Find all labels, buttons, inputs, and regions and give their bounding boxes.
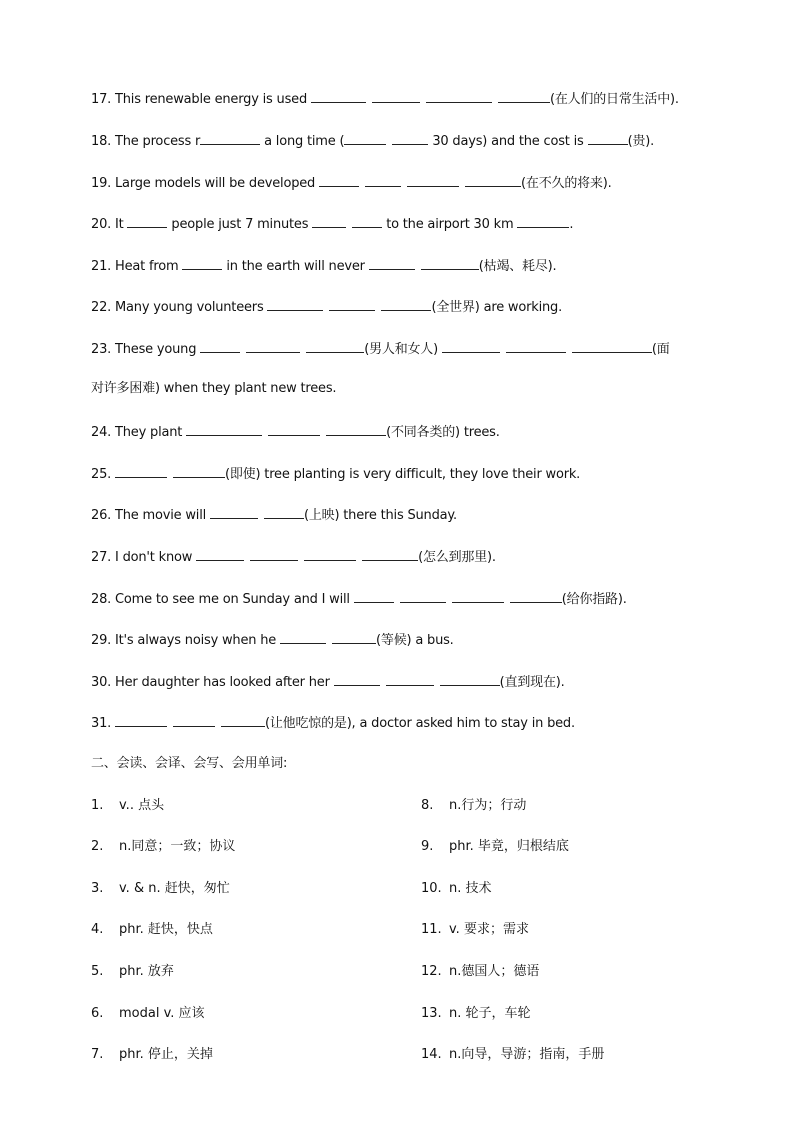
answer-blank[interactable] (268, 422, 320, 436)
question-26: 26. The movie will (上映) there this Sunday. (91, 505, 457, 525)
vocab-item: 11. v. 要求；需求 (421, 922, 529, 937)
answer-blank[interactable] (352, 214, 382, 228)
answer-blank[interactable] (465, 173, 521, 187)
vocab-item: 12. n.德国人；德语 (421, 964, 540, 979)
answer-blank[interactable] (442, 339, 500, 353)
answer-blank[interactable] (369, 256, 415, 270)
answer-blank[interactable] (400, 589, 446, 603)
answer-blank[interactable] (312, 214, 346, 228)
question-23-continued: 对许多困难) when they plant new trees. (91, 381, 337, 396)
answer-blank[interactable] (186, 422, 262, 436)
answer-blank[interactable] (392, 131, 428, 145)
answer-blank[interactable] (304, 547, 356, 561)
answer-blank[interactable] (267, 297, 323, 311)
vocab-item: 7. phr. 停止，关掉 (91, 1047, 213, 1062)
answer-blank[interactable] (200, 339, 240, 353)
section-heading: 二、会读、会译、会写、会用单词: (91, 756, 288, 771)
question-17: 17. This renewable energy is used (在人们的日常生活中). (91, 89, 679, 109)
answer-blank[interactable] (354, 589, 394, 603)
question-28: 28. Come to see me on Sunday and I will (给你指路). (91, 589, 627, 609)
question-27: 27. I don't know (怎么到那里). (91, 547, 496, 567)
vocab-item: 10. n. 技术 (421, 881, 492, 896)
question-22: 22. Many young volunteers (全世界) are working. (91, 297, 562, 317)
answer-blank[interactable] (365, 173, 401, 187)
answer-blank[interactable] (426, 89, 492, 103)
vocab-item: 2. n.同意；一致；协议 (91, 839, 236, 854)
answer-blank[interactable] (344, 131, 386, 145)
answer-blank[interactable] (498, 89, 550, 103)
answer-blank[interactable] (115, 464, 167, 478)
answer-blank[interactable] (329, 297, 375, 311)
answer-blank[interactable] (264, 505, 304, 519)
vocab-item: 6. modal v. 应该 (91, 1006, 205, 1021)
answer-blank[interactable] (306, 339, 364, 353)
vocab-item: 8. n.行为；行动 (421, 798, 527, 813)
answer-blank[interactable] (510, 589, 562, 603)
answer-blank[interactable] (182, 256, 222, 270)
vocab-item: 1. v.. 点头 (91, 798, 165, 813)
question-18: 18. The process r a long time ( 30 days) and the cost is (贵). (91, 131, 654, 151)
question-25: 25. (即使) tree planting is very difficult, they love their work. (91, 464, 580, 484)
answer-blank[interactable] (311, 89, 366, 103)
answer-blank[interactable] (386, 672, 434, 686)
question-20: 20. It people just 7 minutes to the airport 30 km . (91, 214, 573, 234)
vocab-item: 5. phr. 放弃 (91, 964, 174, 979)
answer-blank[interactable] (280, 630, 326, 644)
answer-blank[interactable] (127, 214, 167, 228)
question-19: 19. Large models will be developed (在不久的将来). (91, 173, 612, 193)
answer-blank[interactable] (452, 589, 504, 603)
answer-blank[interactable] (173, 464, 225, 478)
answer-blank[interactable] (506, 339, 566, 353)
answer-blank[interactable] (246, 339, 300, 353)
answer-blank[interactable] (407, 173, 459, 187)
vocab-item: 13. n. 轮子，车轮 (421, 1006, 531, 1021)
question-31: 31. (让他吃惊的是), a doctor asked him to stay in bed. (91, 713, 575, 733)
answer-blank[interactable] (332, 630, 376, 644)
vocab-item: 4. phr. 赶快，快点 (91, 922, 213, 937)
vocab-item: 3. v. & n. 赶快，匆忙 (91, 881, 230, 896)
question-21: 21. Heat from in the earth will never (枯竭、耗尽). (91, 256, 556, 276)
answer-blank[interactable] (421, 256, 479, 270)
question-30: 30. Her daughter has looked after her (直到现在). (91, 672, 565, 692)
answer-blank[interactable] (440, 672, 500, 686)
answer-blank[interactable] (173, 713, 215, 727)
answer-blank[interactable] (572, 339, 652, 353)
answer-blank[interactable] (334, 672, 380, 686)
answer-blank[interactable] (588, 131, 628, 145)
question-23: 23. These young (男人和女人) (面 (91, 339, 670, 359)
answer-blank[interactable] (319, 173, 359, 187)
answer-blank[interactable] (250, 547, 298, 561)
answer-blank[interactable] (381, 297, 431, 311)
answer-blank[interactable] (221, 713, 265, 727)
answer-blank[interactable] (200, 131, 260, 145)
question-29: 29. It's always noisy when he (等候) a bus. (91, 630, 454, 650)
answer-blank[interactable] (115, 713, 167, 727)
question-24: 24. They plant (不同各类的) trees. (91, 422, 500, 442)
answer-blank[interactable] (372, 89, 420, 103)
answer-blank[interactable] (196, 547, 244, 561)
answer-blank[interactable] (210, 505, 258, 519)
answer-blank[interactable] (326, 422, 386, 436)
vocab-item: 9. phr. 毕竟，归根结底 (421, 839, 569, 854)
answer-blank[interactable] (362, 547, 418, 561)
answer-blank[interactable] (517, 214, 569, 228)
vocab-item: 14. n.向导，导游；指南，手册 (421, 1047, 605, 1062)
